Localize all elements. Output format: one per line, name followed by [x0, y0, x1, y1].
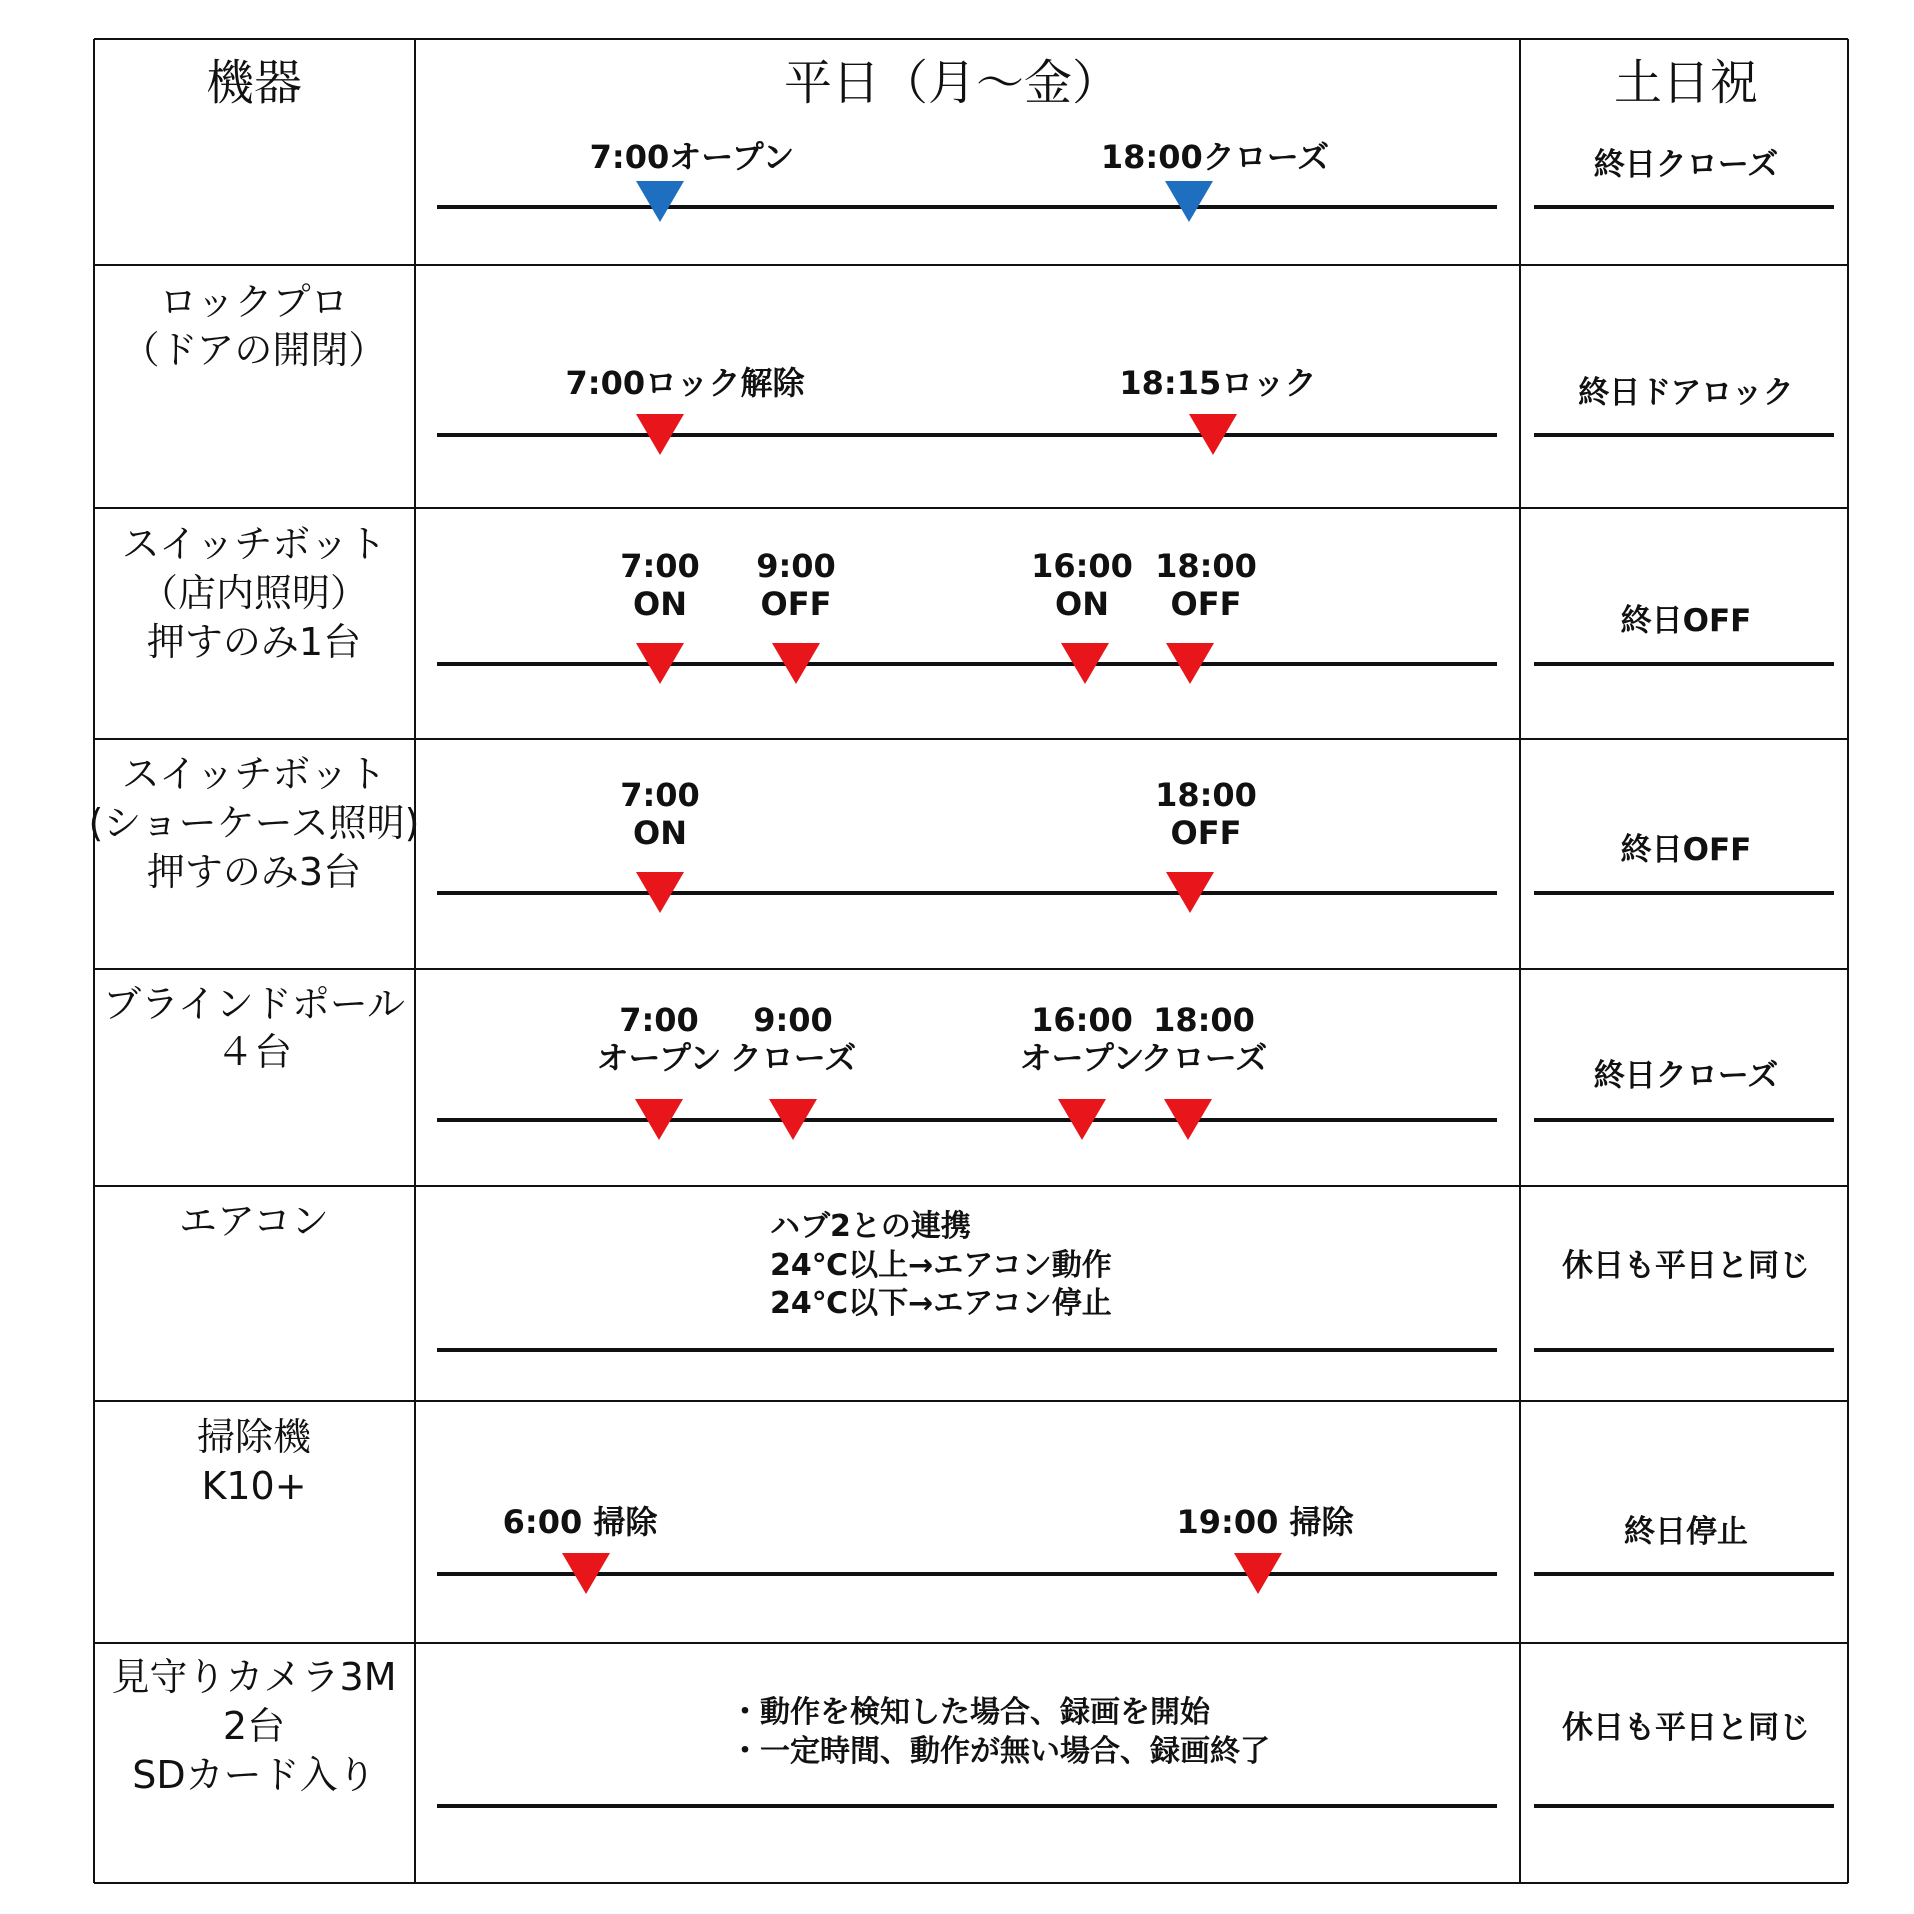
row-2-event-label: 7:00	[620, 547, 700, 585]
row-5-weekend-value: 休日も平日と同じ	[1562, 1248, 1810, 1284]
row-7-note: ・一定時間、動作が無い場合、録画終了	[730, 1734, 1270, 1769]
row-2-device-line: スイッチボット	[121, 522, 387, 566]
row-1-device-line: （ドアの開閉）	[121, 328, 387, 372]
row-3-event-label: OFF	[1170, 814, 1242, 852]
row-2-event-label: ON	[633, 585, 687, 623]
row-4-weekend-value: 終日クローズ	[1593, 1058, 1779, 1094]
row-4-event-label: クローズ	[1140, 1039, 1268, 1077]
row-4-event-label: クローズ	[729, 1039, 857, 1077]
row-2-event-label: OFF	[760, 585, 832, 623]
header-open-label: 7:00オープン	[589, 138, 795, 176]
header-weekend-value: 終日クローズ	[1593, 147, 1779, 183]
header-close-marker	[1165, 181, 1213, 222]
row-7-device-line: 見守りカメラ3M	[111, 1655, 397, 1699]
table-grid	[94, 39, 1848, 1883]
row-1-event-label: 7:00ロック解除	[565, 364, 805, 402]
row-4-event-label: オープン	[596, 1039, 722, 1077]
row-3-device-line: (ショーケース照明)	[88, 801, 420, 845]
row-2-event-label: OFF	[1170, 585, 1242, 623]
row-5-note: 24℃以上→エアコン動作	[770, 1248, 1112, 1283]
row-2-weekend-value: 終日OFF	[1620, 603, 1752, 639]
row-3-weekend-value: 終日OFF	[1620, 832, 1752, 868]
header-weekday: 平日（月～金）	[783, 55, 1121, 111]
row-3-device-line: 押すのみ3台	[146, 850, 362, 894]
row-6-event-label: 6:00 掃除	[502, 1503, 658, 1541]
row-5-note: 24℃以下→エアコン停止	[770, 1286, 1112, 1321]
row-4-event-label: 7:00	[619, 1001, 699, 1039]
row-4-event-label: 9:00	[753, 1001, 833, 1039]
row-2-event-label: ON	[1055, 585, 1109, 623]
header-device: 機器	[205, 55, 303, 111]
row-7-weekend-value: 休日も平日と同じ	[1562, 1710, 1810, 1746]
row-4-event-label: オープン	[1019, 1039, 1145, 1077]
row-5-note: ハブ2との連携	[770, 1209, 971, 1244]
row-5-device-line: エアコン	[178, 1199, 330, 1243]
row-3-event-label: 7:00	[620, 776, 700, 814]
row-6-device-line: K10+	[201, 1464, 307, 1508]
row-1-device-line: ロックプロ	[159, 280, 349, 324]
row-1-event-label: 18:15ロック	[1119, 364, 1317, 402]
header-open-marker	[636, 181, 684, 222]
row-4-event-label: 16:00	[1031, 1001, 1133, 1039]
header-close-label: 18:00クローズ	[1100, 138, 1330, 176]
row-4-event-label: 18:00	[1153, 1001, 1255, 1039]
row-2-device-line: 押すのみ1台	[146, 620, 362, 664]
row-7-device-line: SDカード入り	[132, 1753, 376, 1797]
row-2-event-label: 9:00	[756, 547, 836, 585]
row-3-device-line: スイッチボット	[121, 752, 387, 796]
row-4-device-line: ４台	[215, 1030, 293, 1074]
row-7-device-line: 2台	[222, 1704, 286, 1748]
row-2-event-label: 18:00	[1155, 547, 1257, 585]
row-3-event-label: ON	[633, 814, 687, 852]
row-3-event-label: 18:00	[1155, 776, 1257, 814]
row-4-device-line: ブラインドポール	[102, 982, 406, 1026]
row-6-device-line: 掃除機	[196, 1415, 312, 1459]
row-2-event-label: 16:00	[1031, 547, 1133, 585]
row-7-note: ・動作を検知した場合、録画を開始	[730, 1695, 1210, 1730]
row-6-event-label: 19:00 掃除	[1176, 1503, 1354, 1541]
header-weekend: 土日祝	[1613, 55, 1759, 111]
row-1-weekend-value: 終日ドアロック	[1578, 375, 1794, 411]
row-2-device-line: （店内照明）	[139, 571, 369, 615]
row-6-weekend-value: 終日停止	[1624, 1514, 1748, 1550]
